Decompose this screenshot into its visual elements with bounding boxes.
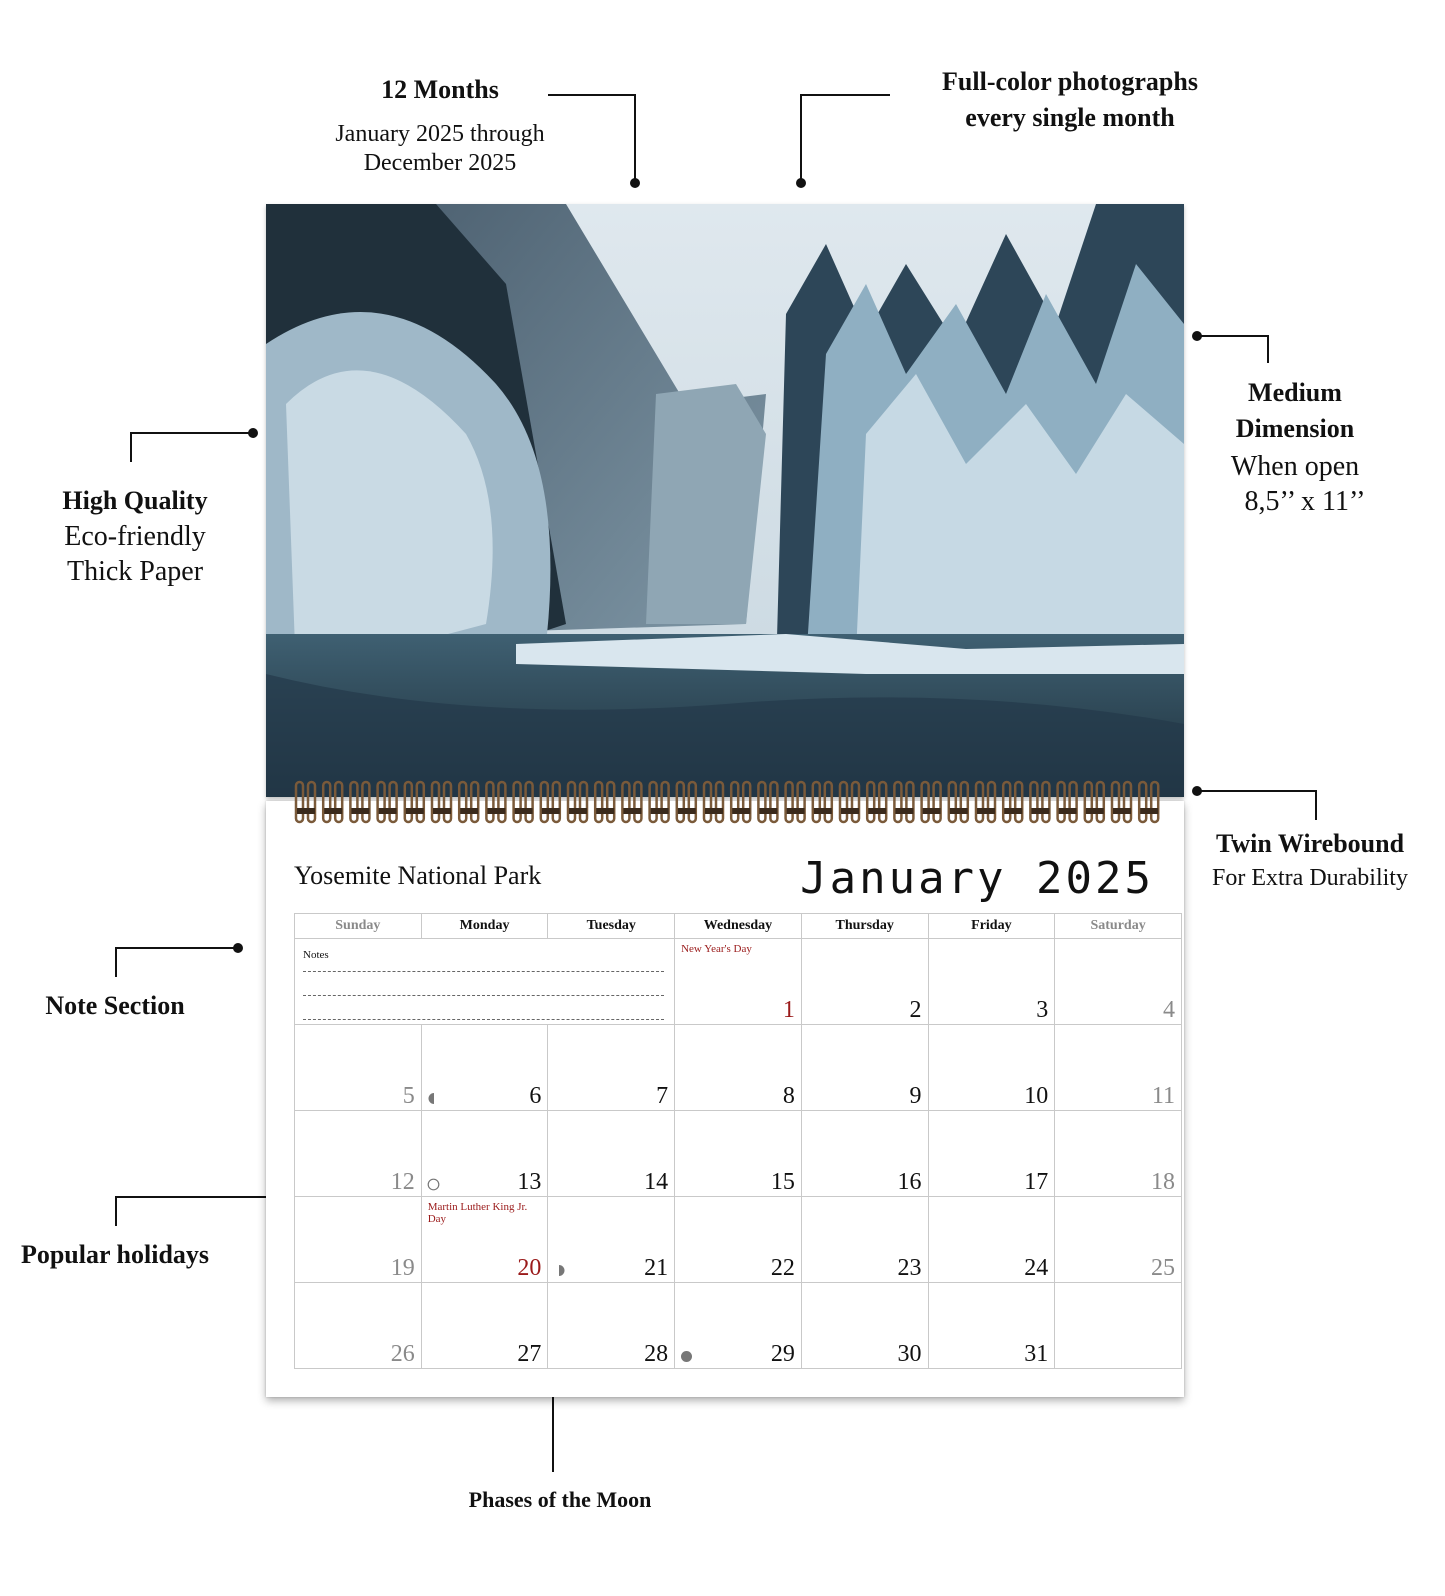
day-cell bbox=[1055, 1197, 1182, 1283]
day-cell bbox=[801, 939, 928, 1025]
weekday-monday: Monday bbox=[421, 914, 548, 939]
day-number: 12 bbox=[390, 1169, 415, 1195]
wire-loop bbox=[922, 782, 941, 822]
weekday-saturday: Saturday bbox=[1055, 914, 1182, 939]
weekday-friday: Friday bbox=[928, 914, 1055, 939]
day-cell bbox=[928, 1283, 1055, 1369]
wire-loop bbox=[514, 782, 533, 822]
connector-notes bbox=[115, 947, 237, 949]
wire-loop bbox=[786, 782, 805, 822]
wire-loop bbox=[949, 782, 968, 822]
notes-label: Notes bbox=[303, 949, 329, 961]
wire-loop bbox=[350, 782, 369, 822]
day-cell bbox=[421, 1111, 548, 1197]
weekday-wednesday: Wednesday bbox=[675, 914, 802, 939]
wire-loop bbox=[894, 782, 913, 822]
week-row bbox=[295, 1111, 1182, 1197]
wire-loop bbox=[1139, 782, 1158, 822]
day-cell bbox=[421, 1283, 548, 1369]
day-number: 23 bbox=[897, 1255, 922, 1281]
week-row bbox=[295, 1025, 1182, 1111]
weekday-tuesday: Tuesday bbox=[548, 914, 675, 939]
new-moon-icon bbox=[680, 1350, 693, 1363]
day-number: 2 bbox=[909, 997, 922, 1023]
day-number: 14 bbox=[644, 1169, 669, 1195]
wire-loop bbox=[677, 782, 696, 822]
day-number: 5 bbox=[402, 1083, 415, 1109]
annotation-months-title: 12 Months bbox=[381, 75, 499, 104]
day-cell bbox=[548, 1283, 675, 1369]
day-number: 3 bbox=[1036, 997, 1049, 1023]
connector-wirebound-v bbox=[1315, 790, 1317, 820]
place-name: Yosemite National Park bbox=[294, 861, 542, 890]
connector-dimension-dot bbox=[1192, 331, 1202, 341]
annotation-dimension-line1: When open bbox=[1230, 451, 1360, 482]
day-cell bbox=[1055, 1283, 1182, 1369]
day-cell bbox=[675, 1283, 802, 1369]
connector-photos-dot bbox=[796, 178, 806, 188]
day-cell bbox=[295, 1283, 422, 1369]
day-cell bbox=[675, 939, 802, 1025]
wire-loop bbox=[296, 782, 315, 822]
day-cell bbox=[675, 1111, 802, 1197]
connector-months bbox=[548, 94, 636, 96]
annotation-holidays-title: Popular holidays bbox=[20, 1240, 210, 1269]
wire-loop bbox=[1085, 782, 1104, 822]
day-cell bbox=[1055, 1111, 1182, 1197]
last-quarter-icon bbox=[553, 1264, 566, 1277]
connector-months-dot bbox=[630, 178, 640, 188]
day-number: 21 bbox=[644, 1255, 669, 1281]
calendar-grid bbox=[294, 913, 1182, 1369]
connector-quality-dot bbox=[248, 428, 258, 438]
connector-quality bbox=[130, 432, 252, 434]
day-number: 26 bbox=[390, 1341, 415, 1367]
wire-loop bbox=[486, 782, 505, 822]
wire-loop bbox=[867, 782, 886, 822]
day-number: 16 bbox=[897, 1169, 922, 1195]
full-moon-icon bbox=[427, 1178, 440, 1191]
notes-line bbox=[303, 973, 664, 996]
annotation-notes-title: Note Section bbox=[45, 991, 185, 1020]
connector-notes-dot bbox=[233, 943, 243, 953]
wire-loop bbox=[976, 782, 995, 822]
day-number: 1 bbox=[782, 997, 795, 1023]
day-cell bbox=[295, 1111, 422, 1197]
day-number: 24 bbox=[1024, 1255, 1049, 1281]
day-number: 9 bbox=[909, 1083, 922, 1109]
landscape-photo bbox=[266, 204, 1184, 797]
day-number: 6 bbox=[529, 1083, 542, 1109]
day-cell bbox=[801, 1283, 928, 1369]
connector-wirebound-dot bbox=[1192, 786, 1202, 796]
day-number: 7 bbox=[656, 1083, 669, 1109]
day-cell bbox=[295, 1197, 422, 1283]
wire-loop bbox=[731, 782, 750, 822]
wire-loop bbox=[405, 782, 424, 822]
wire-loop bbox=[595, 782, 614, 822]
holiday-label: Martin Luther King Jr. Day bbox=[427, 1201, 528, 1225]
connector-dimension bbox=[1195, 335, 1269, 337]
day-number: 15 bbox=[770, 1169, 795, 1195]
day-cell bbox=[928, 1111, 1055, 1197]
day-cell bbox=[1055, 939, 1182, 1025]
day-cell bbox=[928, 939, 1055, 1025]
day-number: 27 bbox=[517, 1341, 542, 1367]
connector-quality-v bbox=[130, 432, 132, 462]
annotation-dimension-line2: 8,5’’ x 11’’ bbox=[1244, 486, 1366, 517]
week-row bbox=[295, 1197, 1182, 1283]
day-cell bbox=[548, 1025, 675, 1111]
wire-loop bbox=[323, 782, 342, 822]
day-number: 18 bbox=[1151, 1169, 1175, 1195]
wire-loop bbox=[378, 782, 397, 822]
day-number: 28 bbox=[644, 1341, 669, 1367]
weekday-sunday: Sunday bbox=[295, 914, 422, 939]
wire-loop bbox=[568, 782, 587, 822]
annotation-wirebound-title: Twin Wirebound bbox=[1215, 829, 1405, 858]
day-cell bbox=[801, 1197, 928, 1283]
day-cell bbox=[675, 1197, 802, 1283]
week-row bbox=[295, 1283, 1182, 1369]
connector-notes-v bbox=[115, 947, 117, 977]
weekday-thursday: Thursday bbox=[801, 914, 928, 939]
annotation-quality-title: High Quality bbox=[62, 486, 208, 515]
notes-line bbox=[303, 997, 664, 1020]
day-cell bbox=[421, 1197, 548, 1283]
wire-loop bbox=[459, 782, 478, 822]
day-cell bbox=[548, 1197, 675, 1283]
day-number: 20 bbox=[517, 1255, 542, 1281]
notes-section bbox=[295, 939, 675, 1025]
day-cell bbox=[295, 1025, 422, 1111]
annotation-months-line1: January 2025 through bbox=[335, 121, 545, 147]
day-number: 29 bbox=[770, 1341, 795, 1367]
annotation-quality-line2: Thick Paper bbox=[66, 556, 204, 587]
week-row bbox=[295, 939, 1182, 1025]
day-cell bbox=[801, 1111, 928, 1197]
calendar-page bbox=[266, 801, 1184, 1397]
day-number: 10 bbox=[1024, 1083, 1049, 1109]
annotation-wirebound-line1: For Extra Durability bbox=[1212, 865, 1408, 891]
connector-wirebound bbox=[1195, 790, 1317, 792]
wire-loop bbox=[1003, 782, 1022, 822]
day-cell bbox=[928, 1025, 1055, 1111]
day-cell bbox=[548, 1111, 675, 1197]
day-number: 13 bbox=[517, 1169, 542, 1195]
day-number: 30 bbox=[897, 1341, 922, 1367]
annotation-dimension-title2: Dimension bbox=[1235, 414, 1355, 443]
day-number: 31 bbox=[1024, 1341, 1049, 1367]
day-number: 19 bbox=[390, 1255, 415, 1281]
day-number: 8 bbox=[782, 1083, 795, 1109]
day-cell bbox=[801, 1025, 928, 1111]
twin-wire-binding bbox=[266, 778, 1184, 828]
month-title: January 2025 bbox=[800, 853, 1154, 904]
connector-photos-v bbox=[800, 94, 802, 182]
holiday-label: New Year's Day bbox=[681, 943, 752, 955]
annotation-moon-title: Phases of the Moon bbox=[468, 1487, 652, 1512]
wire-loop bbox=[1030, 782, 1049, 822]
annotation-photos-line1: Full-color photographs bbox=[942, 67, 1198, 96]
annotation-months-line2: December 2025 bbox=[363, 150, 517, 176]
annotation-photos-line2: every single month bbox=[965, 103, 1175, 132]
wire-loop bbox=[1058, 782, 1077, 822]
annotation-quality-line1: Eco-friendly bbox=[64, 521, 206, 552]
weekday-header-row bbox=[295, 914, 1182, 939]
wire-loop bbox=[758, 782, 777, 822]
first-quarter-icon bbox=[427, 1092, 440, 1105]
wire-loop bbox=[541, 782, 560, 822]
wire-loop bbox=[432, 782, 451, 822]
connector-dimension-v bbox=[1267, 335, 1269, 363]
wire-loop bbox=[1112, 782, 1131, 822]
annotation-dimension-title1: Medium bbox=[1248, 378, 1342, 407]
connector-photos bbox=[800, 94, 890, 96]
wire-loop bbox=[650, 782, 669, 822]
day-cell bbox=[421, 1025, 548, 1111]
day-cell bbox=[1055, 1025, 1182, 1111]
day-number: 25 bbox=[1151, 1255, 1175, 1281]
day-number: 4 bbox=[1163, 997, 1175, 1023]
connector-months-v bbox=[634, 94, 636, 182]
wire-loop bbox=[622, 782, 641, 822]
day-cell bbox=[928, 1197, 1055, 1283]
wire-loop bbox=[813, 782, 832, 822]
day-number: 22 bbox=[770, 1255, 795, 1281]
wire-loop bbox=[704, 782, 723, 822]
connector-holidays-v bbox=[115, 1196, 117, 1226]
notes-line bbox=[303, 949, 664, 972]
day-cell bbox=[675, 1025, 802, 1111]
wire-loop bbox=[840, 782, 859, 822]
day-number: 11 bbox=[1151, 1083, 1175, 1109]
day-number: 17 bbox=[1024, 1169, 1049, 1195]
